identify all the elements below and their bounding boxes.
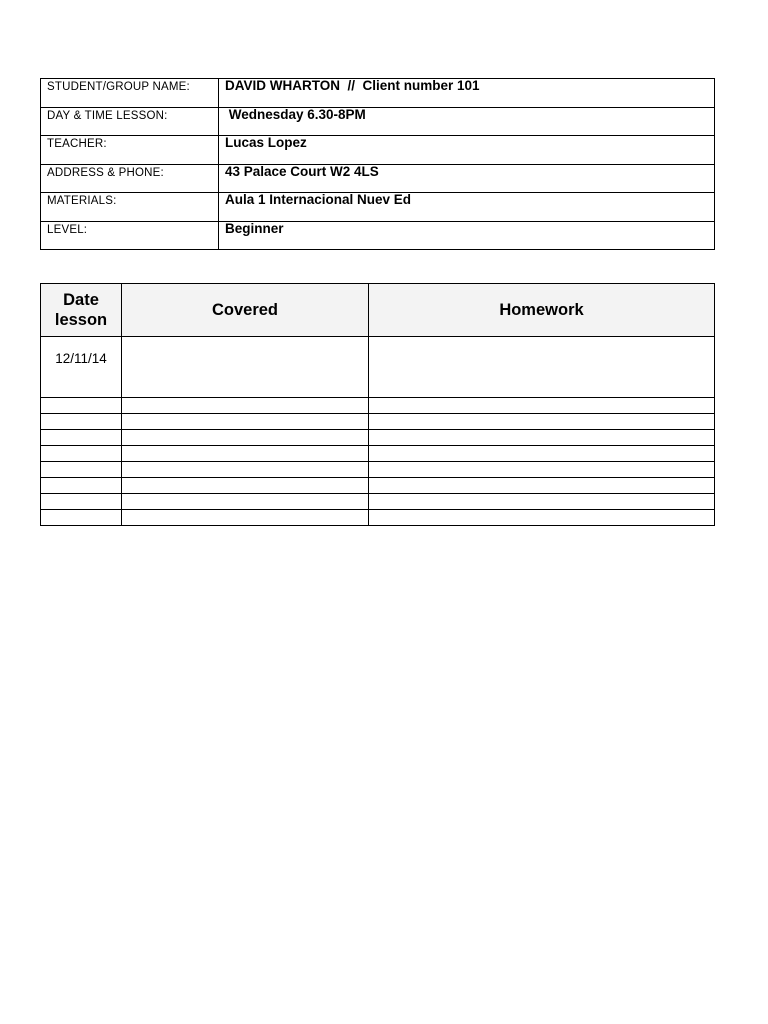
student-info-table bbox=[40, 78, 715, 250]
blank-cell bbox=[122, 510, 369, 526]
info-row-teacher bbox=[41, 136, 715, 165]
info-row-day-time bbox=[41, 107, 715, 136]
day-time-value: Wednesday 6.30-8PM bbox=[219, 107, 715, 136]
lesson-row-blank bbox=[41, 398, 715, 414]
materials-label: MATERIALS: bbox=[41, 193, 219, 222]
blank-cell bbox=[369, 462, 715, 478]
lesson-homework-cell bbox=[369, 337, 715, 398]
blank-cell bbox=[369, 478, 715, 494]
date-lesson-header bbox=[41, 284, 122, 337]
blank-cell bbox=[369, 398, 715, 414]
blank-cell bbox=[122, 430, 369, 446]
blank-cell bbox=[369, 430, 715, 446]
level-label: LEVEL: bbox=[41, 221, 219, 250]
student-name-label: STUDENT/GROUP NAME: bbox=[41, 79, 219, 108]
lesson-row-blank bbox=[41, 414, 715, 430]
lesson-covered-cell bbox=[122, 337, 369, 398]
blank-cell bbox=[122, 462, 369, 478]
address-value: 43 Palace Court W2 4LS bbox=[219, 164, 715, 193]
blank-cell bbox=[369, 510, 715, 526]
blank-cell bbox=[41, 414, 122, 430]
blank-cell bbox=[122, 478, 369, 494]
lesson-log-table bbox=[40, 283, 715, 526]
blank-cell bbox=[41, 510, 122, 526]
lesson-row-blank bbox=[41, 510, 715, 526]
blank-cell bbox=[122, 414, 369, 430]
blank-cell bbox=[122, 398, 369, 414]
materials-value: Aula 1 Internacional Nuev Ed bbox=[219, 193, 715, 222]
lesson-row-blank bbox=[41, 462, 715, 478]
lesson-header-row bbox=[41, 284, 715, 337]
blank-cell bbox=[41, 398, 122, 414]
address-label: ADDRESS & PHONE: bbox=[41, 164, 219, 193]
info-row-level bbox=[41, 221, 715, 250]
lesson-row-blank bbox=[41, 446, 715, 462]
student-name-value: DAVID WHARTON // Client number 101 bbox=[219, 79, 715, 108]
blank-cell bbox=[369, 494, 715, 510]
date-header-line2: lesson bbox=[54, 311, 108, 329]
blank-cell bbox=[122, 446, 369, 462]
lesson-row-blank bbox=[41, 478, 715, 494]
teacher-label: TEACHER: bbox=[41, 136, 219, 165]
blank-cell bbox=[122, 494, 369, 510]
blank-cell bbox=[41, 446, 122, 462]
date-header-line1: Date bbox=[63, 291, 99, 309]
info-row-address bbox=[41, 164, 715, 193]
lesson-row-blank bbox=[41, 494, 715, 510]
blank-cell bbox=[41, 494, 122, 510]
lesson-row bbox=[41, 337, 715, 398]
day-time-label: DAY & TIME LESSON: bbox=[41, 107, 219, 136]
homework-header: Homework bbox=[369, 284, 715, 337]
level-value: Beginner bbox=[219, 221, 715, 250]
blank-cell bbox=[369, 446, 715, 462]
blank-cell bbox=[41, 430, 122, 446]
info-row-student bbox=[41, 79, 715, 108]
blank-cell bbox=[41, 478, 122, 494]
blank-cell bbox=[41, 462, 122, 478]
lesson-row-blank bbox=[41, 430, 715, 446]
teacher-value: Lucas Lopez bbox=[219, 136, 715, 165]
info-row-materials bbox=[41, 193, 715, 222]
lesson-date-cell: 12/11/14 bbox=[41, 337, 122, 398]
covered-header: Covered bbox=[122, 284, 369, 337]
blank-cell bbox=[369, 414, 715, 430]
